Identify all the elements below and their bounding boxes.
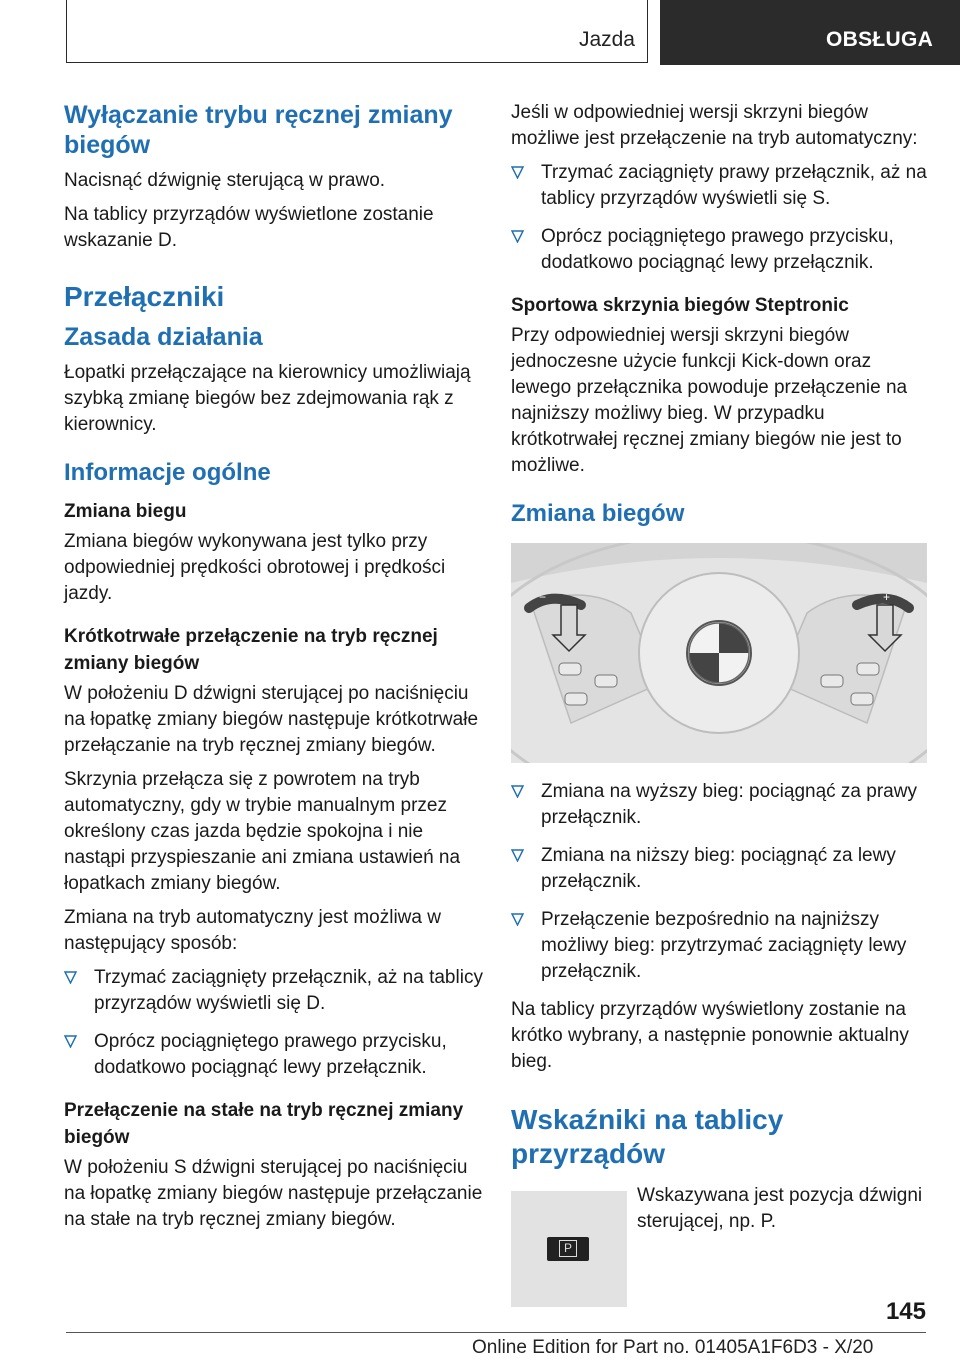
heading-przelaczniki: Przełączniki [64,281,225,312]
paragraph: Na tablicy przyrządów wyświetlony zostanie na krótko wybrany, a następnie ponownie aktualny bieg. [511,999,909,1072]
triangle-bullet-icon [511,166,524,179]
list-item: Przełączenie bezpośrednio na najniższy możliwy bieg: przytrzymać zaciągnięty lewy przełącznik. [511,907,931,985]
paragraph: Nacisnąć dźwignię sterującą w prawo. [64,170,386,191]
triangle-bullet-icon [511,913,524,926]
footer-divider [66,1332,926,1333]
list-item: Zmiana na niższy bieg: pociągnąć za lewy przełącznik. [511,843,931,895]
heading-zmiana-biegu: Zmiana biegu [64,501,187,522]
paragraph: Wskazywana jest pozycja dźwigni sterującej, np. P. [637,1185,923,1232]
paragraph: W położeniu D dźwigni sterującej po naciśnięciu na łopatkę zmiany biegów następuje krótkotrwałe przełączanie na tryb ręcznej zmiany biegów. [64,683,479,756]
footer-edition: Online Edition for Part no. 01405A1F6D3 - X/20 [472,1337,874,1358]
heading-zasada: Zasada działania [64,323,263,351]
list-item: Oprócz pociągniętego prawego przycisku, dodatkowo pociągnąć lewy przełącznik. [64,1029,484,1081]
heading-wskazniki: Wskaźniki na tablicy przyrządów [511,1104,784,1169]
triangle-bullet-icon [64,1035,77,1048]
page-number: 145 [885,1298,926,1325]
heading-krotkotrwale: Krótkotrwałe przełączenie na tryb ręcznej zmiany biegów [64,626,438,674]
triangle-bullet-icon [64,971,77,984]
list-intro [511,160,931,276]
list-item: Trzymać zaciągnięty przełącznik, aż na tablicy przyrządów wyświetli się D. [64,965,484,1017]
heading-sport: Sportowa skrzynia biegów Steptronic [511,295,849,316]
steering-wheel-illustration [511,543,927,763]
gear-indicator-illustration [511,1191,627,1307]
paragraph: Na tablicy przyrządów wyświetlone zostanie wskazanie D. [64,204,434,251]
paragraph: Zmiana biegów wykonywana jest tylko przy odpowiedniej prędkości obrotowej i prędkości jazdy. [64,531,446,604]
list-gears [511,779,931,985]
header-chapter-title: OBSŁUGA [826,28,934,51]
paragraph: Jeśli w odpowiedniej wersji skrzyni biegów możliwe jest przełączenie na tryb automatyczny: [511,102,918,149]
list-item: Zmiana na wyższy bieg: pociągnąć za prawy przełącznik. [511,779,931,831]
paragraph: Skrzynia przełącza się z powrotem na tryb automatyczny, gdy w trybie manualnym przez określony czas jazda będzie spokojna i nie nastąpi przyspieszanie ani zmiana ustawień na łopatkach zmiany biegów. [64,769,461,894]
list-item: Oprócz pociągniętego prawego przycisku, dodatkowo pociągnąć lewy przełącznik. [511,224,931,276]
heading-informacje: Informacje ogólne [64,459,271,486]
header-chapter-tab [660,0,960,65]
list-item: Trzymać zaciągnięty prawy przełącznik, aż na tablicy przyrządów wyświetli się S. [511,160,931,212]
heading-wylaczanie: Wyłączanie trybu ręcznej zmiany biegów [64,101,453,159]
svg-text:−: − [539,590,547,604]
indicator-block [511,1183,931,1303]
paragraph: W położeniu S dźwigni sterującej po naciśnięciu na łopatkę zmiany biegów następuje przełączanie na stałe na tryb ręcznej zmiany biegów. [64,1157,483,1230]
heading-zmiana-biegow: Zmiana biegów [511,500,685,527]
svg-text:+: + [883,590,891,604]
triangle-bullet-icon [511,230,524,243]
triangle-bullet-icon [511,849,524,862]
right-column [511,100,931,1303]
paragraph: Zmiana na tryb automatyczny jest możliwa w następujący sposób: [64,907,441,954]
gear-position-display [547,1237,589,1261]
header-section-title: Jazda [578,28,635,51]
gear-position-glyph: P [559,1240,577,1257]
header-section-box [66,0,648,63]
list-auto [64,965,484,1081]
heading-stale: Przełączenie na stałe na tryb ręcznej zmiany biegów [64,1100,464,1148]
left-column [64,100,484,1241]
triangle-bullet-icon [511,785,524,798]
paragraph: Przy odpowiedniej wersji skrzyni biegów jednoczesne użycie funkcji Kick-down oraz lewego przełącznika powoduje przełączenie na najniższy możliwy bieg. W przypadku krótkotrwałej ręcznej zmiany biegów nie jest to możliwe. [511,325,908,476]
paragraph: Łopatki przełączające na kierownicy umożliwiają szybką zmianę biegów bez zdejmowania rąk z kierownicy. [64,362,471,435]
